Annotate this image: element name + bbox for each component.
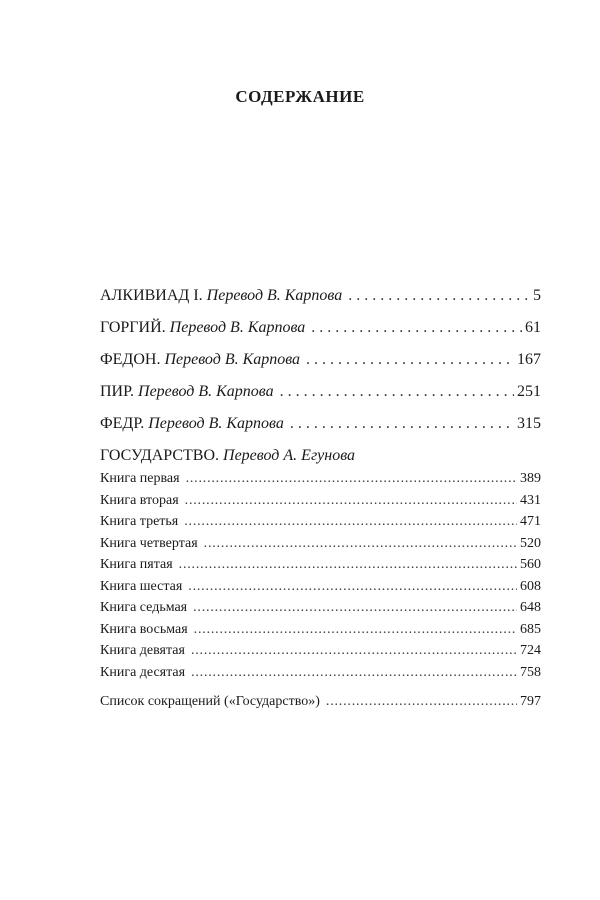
spacer bbox=[100, 683, 541, 691]
book-label: Книга шестая bbox=[100, 578, 183, 594]
book-label: Книга седьмая bbox=[100, 600, 188, 615]
translator: Перевод В. Карпова bbox=[148, 415, 284, 432]
toc-subentry bbox=[100, 662, 541, 684]
page-number: 520 bbox=[520, 535, 541, 551]
book-label: Книга девятая bbox=[100, 643, 185, 658]
toc-entry-phaedo bbox=[100, 350, 541, 370]
toc-subentry bbox=[100, 533, 541, 555]
dot-leader bbox=[204, 533, 517, 555]
page-number: 648 bbox=[520, 600, 541, 615]
book-label: Книга восьмая bbox=[100, 621, 188, 637]
dot-leader bbox=[193, 597, 517, 619]
book-label: Книга пятая bbox=[100, 557, 173, 572]
page-number: 315 bbox=[517, 415, 541, 432]
work-title: ФЕДР. bbox=[100, 415, 145, 432]
translator: Перевод А. Егунова bbox=[223, 447, 356, 464]
page-number: 251 bbox=[517, 383, 541, 400]
book-label: Книга десятая bbox=[100, 664, 186, 680]
translator: Перевод В. Карпова bbox=[164, 351, 301, 368]
translator: Перевод В. Карпова bbox=[138, 383, 274, 400]
toc-subentry bbox=[100, 468, 541, 490]
page-number: 758 bbox=[520, 664, 541, 680]
page-number: 61 bbox=[525, 319, 541, 336]
abbreviations-label: Список сокращений («Государство») bbox=[100, 694, 320, 709]
toc-entry-abbreviations bbox=[100, 691, 541, 713]
dot-leader bbox=[194, 619, 517, 641]
work-title: ПИР. bbox=[100, 383, 135, 400]
page-title: СОДЕРЖАНИЕ bbox=[235, 87, 365, 106]
book-label: Книга вторая bbox=[100, 492, 179, 508]
page-number: 560 bbox=[520, 557, 541, 572]
translator: Перевод В. Карпова bbox=[169, 319, 306, 336]
page-number: 389 bbox=[520, 471, 541, 486]
toc-subentry bbox=[100, 640, 541, 662]
toc-entry-phaedrus bbox=[100, 414, 541, 434]
toc-subentry bbox=[100, 619, 541, 641]
toc-entry-symposium bbox=[100, 382, 541, 402]
dot-leader bbox=[188, 576, 517, 598]
toc-subentry bbox=[100, 490, 541, 512]
toc-entry-gorgias bbox=[100, 318, 541, 338]
work-title: АЛКИВИАД I. bbox=[100, 287, 203, 304]
translator: Перевод В. Карпова bbox=[206, 287, 343, 304]
toc-subentry bbox=[100, 597, 541, 619]
dot-leader bbox=[326, 691, 517, 713]
dot-leader bbox=[191, 640, 517, 662]
book-label: Книга первая bbox=[100, 471, 180, 486]
dot-leader bbox=[179, 554, 517, 576]
toc-section-republic bbox=[100, 446, 541, 466]
dot-leader bbox=[290, 414, 514, 434]
dot-leader bbox=[306, 350, 514, 370]
dot-leader bbox=[311, 318, 522, 338]
page-number: 431 bbox=[520, 492, 541, 508]
dot-leader bbox=[185, 490, 517, 512]
work-title: ГОРГИЙ. bbox=[100, 319, 166, 336]
page-number: 5 bbox=[533, 287, 541, 304]
book-label: Книга третья bbox=[100, 514, 179, 529]
page-number: 167 bbox=[517, 351, 541, 368]
page-number: 608 bbox=[520, 578, 541, 594]
toc-subentry bbox=[100, 576, 541, 598]
toc-entry-alcibiades bbox=[100, 286, 541, 306]
page-number: 724 bbox=[520, 643, 541, 658]
dot-leader bbox=[191, 662, 517, 684]
page-number: 471 bbox=[520, 514, 541, 529]
page-number: 685 bbox=[520, 621, 541, 637]
dot-leader bbox=[186, 468, 517, 490]
dot-leader bbox=[348, 286, 530, 306]
book-label: Книга четвертая bbox=[100, 535, 198, 551]
dot-leader bbox=[280, 382, 514, 402]
page-number: 797 bbox=[520, 694, 541, 709]
work-title: ГОСУДАРСТВО. bbox=[100, 447, 220, 464]
dot-leader bbox=[184, 511, 517, 533]
table-of-contents bbox=[100, 286, 541, 713]
toc-subentry bbox=[100, 511, 541, 533]
work-title: ФЕДОН. bbox=[100, 351, 161, 368]
toc-subentry bbox=[100, 554, 541, 576]
